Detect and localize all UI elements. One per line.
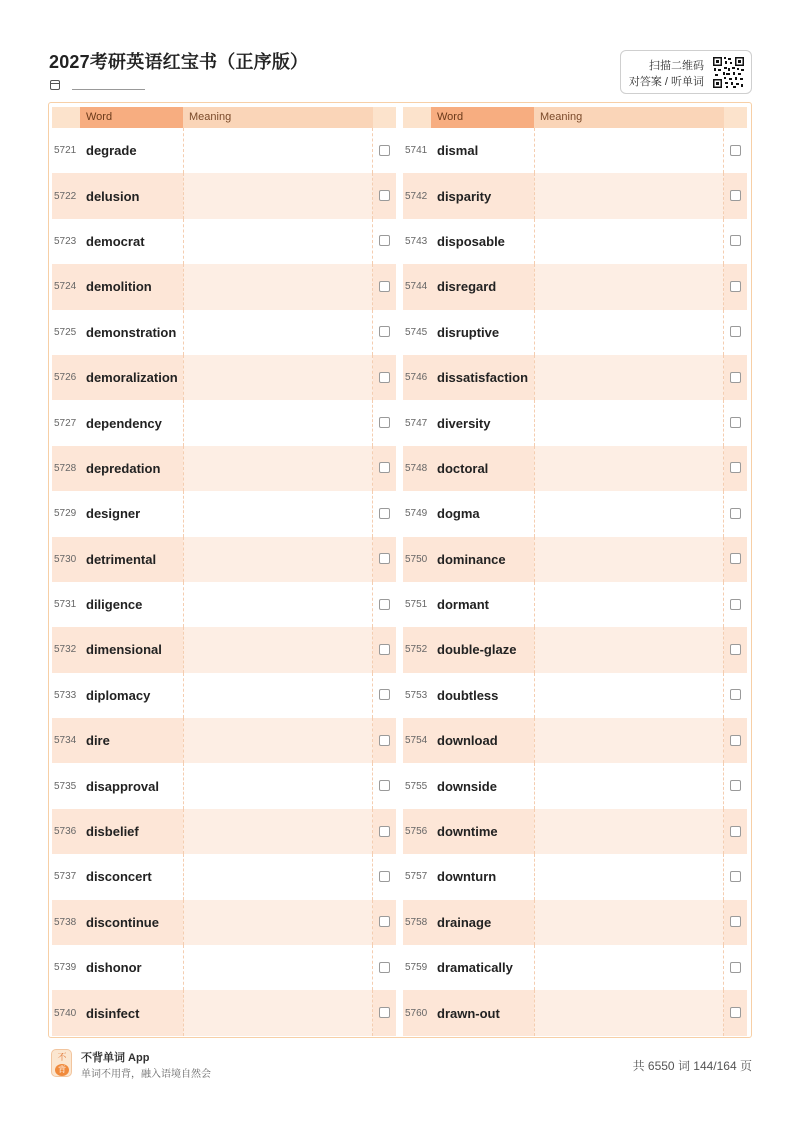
meaning-blank[interactable] bbox=[534, 945, 724, 990]
meaning-blank[interactable] bbox=[534, 582, 724, 627]
word-number: 5752 bbox=[405, 644, 428, 656]
checkbox[interactable] bbox=[730, 735, 741, 746]
meaning-blank[interactable] bbox=[183, 128, 373, 173]
meaning-blank[interactable] bbox=[183, 537, 373, 582]
header-check-cell bbox=[724, 107, 747, 128]
table-row bbox=[403, 537, 747, 582]
word-text: dismal bbox=[437, 143, 479, 159]
app-logo-bottom-char: 背 bbox=[55, 1064, 69, 1076]
checkbox[interactable] bbox=[379, 599, 390, 610]
app-logo bbox=[51, 1049, 72, 1077]
word-text: disconcert bbox=[86, 869, 152, 885]
meaning-blank[interactable] bbox=[534, 627, 724, 672]
meaning-blank[interactable] bbox=[534, 355, 724, 400]
meaning-blank[interactable] bbox=[183, 219, 373, 264]
word-text: demolition bbox=[86, 279, 152, 295]
meaning-blank[interactable] bbox=[534, 673, 724, 718]
meaning-blank[interactable] bbox=[183, 264, 373, 309]
checkbox[interactable] bbox=[730, 372, 741, 383]
checkbox[interactable] bbox=[379, 916, 390, 927]
word-text: disruptive bbox=[437, 324, 500, 340]
header-word: Word bbox=[80, 107, 183, 128]
checkbox[interactable] bbox=[730, 417, 741, 428]
meaning-blank[interactable] bbox=[183, 673, 373, 718]
checkbox[interactable] bbox=[379, 553, 390, 564]
meaning-blank[interactable] bbox=[534, 854, 724, 899]
word-text: disposable bbox=[437, 233, 505, 249]
word-text: dire bbox=[86, 733, 110, 749]
table-row bbox=[52, 400, 396, 445]
table-row bbox=[403, 491, 747, 536]
word-number: 5739 bbox=[54, 962, 77, 974]
table-row bbox=[52, 627, 396, 672]
table-row bbox=[52, 945, 396, 990]
word-number: 5747 bbox=[405, 417, 428, 429]
checkbox[interactable] bbox=[730, 871, 741, 882]
table-row bbox=[52, 173, 396, 218]
table-row bbox=[52, 718, 396, 763]
meaning-blank[interactable] bbox=[183, 627, 373, 672]
checkbox[interactable] bbox=[730, 235, 741, 246]
word-text: discontinue bbox=[86, 914, 159, 930]
table-row bbox=[403, 582, 747, 627]
word-number: 5751 bbox=[405, 599, 428, 611]
header-check-cell bbox=[373, 107, 396, 128]
table-row bbox=[52, 446, 396, 491]
table-row bbox=[403, 854, 747, 899]
app-name: 不背单词 App bbox=[81, 1052, 150, 1064]
vocab-table-left bbox=[52, 107, 396, 1036]
checkbox[interactable] bbox=[379, 871, 390, 882]
word-text: drainage bbox=[437, 914, 492, 930]
word-number: 5727 bbox=[54, 417, 77, 429]
table-row bbox=[52, 310, 396, 355]
word-text: diplomacy bbox=[86, 687, 151, 703]
page-title: 2027考研英语红宝书（正序版） bbox=[49, 52, 309, 72]
checkbox[interactable] bbox=[379, 962, 390, 973]
checkbox[interactable] bbox=[379, 826, 390, 837]
word-text: designer bbox=[86, 506, 141, 522]
checkbox[interactable] bbox=[379, 508, 390, 519]
table-row bbox=[52, 537, 396, 582]
table-row bbox=[52, 128, 396, 173]
word-number: 5736 bbox=[54, 826, 77, 838]
meaning-blank[interactable] bbox=[183, 400, 373, 445]
table-row bbox=[403, 400, 747, 445]
word-text: disapproval bbox=[86, 778, 159, 794]
word-number: 5733 bbox=[54, 689, 77, 701]
header-number-cell bbox=[403, 107, 431, 128]
table-body bbox=[52, 128, 396, 1036]
meaning-blank[interactable] bbox=[534, 537, 724, 582]
word-number: 5749 bbox=[405, 508, 428, 520]
checkbox[interactable] bbox=[730, 281, 741, 292]
word-text: downtime bbox=[437, 824, 498, 840]
word-text: downturn bbox=[437, 869, 497, 885]
checkbox[interactable] bbox=[379, 281, 390, 292]
table-row bbox=[403, 990, 747, 1035]
meaning-blank[interactable] bbox=[183, 582, 373, 627]
word-text: diversity bbox=[437, 415, 491, 431]
checkbox[interactable] bbox=[379, 1007, 390, 1018]
word-number: 5737 bbox=[54, 871, 77, 883]
word-text: dissatisfaction bbox=[437, 370, 529, 386]
meaning-blank[interactable] bbox=[534, 990, 724, 1035]
checkbox[interactable] bbox=[379, 689, 390, 700]
word-text: disbelief bbox=[86, 824, 139, 840]
word-text: dormant bbox=[437, 597, 489, 613]
table-row bbox=[403, 900, 747, 945]
checkbox[interactable] bbox=[730, 599, 741, 610]
meaning-blank[interactable] bbox=[183, 173, 373, 218]
word-number: 5744 bbox=[405, 281, 428, 293]
meaning-blank[interactable] bbox=[534, 310, 724, 355]
meaning-blank[interactable] bbox=[183, 900, 373, 945]
table-row bbox=[403, 128, 747, 173]
qr-caption bbox=[629, 58, 704, 90]
meaning-blank[interactable] bbox=[183, 310, 373, 355]
checkbox[interactable] bbox=[730, 916, 741, 927]
header-meaning: Meaning bbox=[183, 107, 373, 128]
word-number: 5746 bbox=[405, 372, 428, 384]
table-header bbox=[52, 107, 396, 128]
meaning-blank[interactable] bbox=[534, 446, 724, 491]
date-blank-line bbox=[72, 80, 145, 90]
word-text: detrimental bbox=[86, 551, 157, 567]
checkbox[interactable] bbox=[379, 417, 390, 428]
word-number: 5756 bbox=[405, 826, 428, 838]
word-number: 5760 bbox=[405, 1007, 428, 1019]
word-number: 5723 bbox=[54, 235, 77, 247]
word-text: dishonor bbox=[86, 960, 142, 976]
word-text: demoralization bbox=[86, 370, 178, 386]
word-text: demonstration bbox=[86, 324, 177, 340]
table-row bbox=[403, 763, 747, 808]
meaning-blank[interactable] bbox=[183, 446, 373, 491]
word-number: 5725 bbox=[54, 326, 77, 338]
meaning-blank[interactable] bbox=[534, 900, 724, 945]
header-number-cell bbox=[52, 107, 80, 128]
table-row bbox=[403, 446, 747, 491]
word-text: dependency bbox=[86, 415, 162, 431]
word-number: 5721 bbox=[54, 145, 77, 157]
checkbox[interactable] bbox=[379, 372, 390, 383]
word-number: 5742 bbox=[405, 190, 428, 202]
word-number: 5734 bbox=[54, 735, 77, 747]
checkbox[interactable] bbox=[730, 553, 741, 564]
word-text: dominance bbox=[437, 551, 506, 567]
word-number: 5729 bbox=[54, 508, 77, 520]
meaning-blank[interactable] bbox=[183, 945, 373, 990]
checkbox[interactable] bbox=[379, 190, 390, 201]
app-logo-top-char: 不 bbox=[57, 1052, 67, 1062]
meaning-blank[interactable] bbox=[534, 128, 724, 173]
table-body bbox=[403, 128, 747, 1036]
word-text: depredation bbox=[86, 460, 161, 476]
word-number: 5748 bbox=[405, 462, 428, 474]
checkbox[interactable] bbox=[730, 826, 741, 837]
word-text: dogma bbox=[437, 506, 480, 522]
table-row bbox=[403, 673, 747, 718]
checkbox[interactable] bbox=[730, 780, 741, 791]
word-text: download bbox=[437, 733, 498, 749]
word-text: double-glaze bbox=[437, 642, 517, 658]
meaning-blank[interactable] bbox=[183, 809, 373, 854]
word-text: delusion bbox=[86, 188, 140, 204]
table-row bbox=[403, 310, 747, 355]
meaning-blank[interactable] bbox=[534, 809, 724, 854]
meaning-blank[interactable] bbox=[183, 491, 373, 536]
header-word: Word bbox=[431, 107, 534, 128]
table-row bbox=[52, 582, 396, 627]
word-text: diligence bbox=[86, 597, 143, 613]
word-text: disparity bbox=[437, 188, 492, 204]
meaning-blank[interactable] bbox=[534, 173, 724, 218]
meaning-blank[interactable] bbox=[534, 400, 724, 445]
word-number: 5738 bbox=[54, 916, 77, 928]
word-text: doctoral bbox=[437, 460, 489, 476]
word-text: democrat bbox=[86, 233, 145, 249]
qr-caption-line1: 扫描二维码 bbox=[649, 60, 704, 72]
checkbox[interactable] bbox=[730, 462, 741, 473]
checkbox[interactable] bbox=[730, 1007, 741, 1018]
checkbox[interactable] bbox=[730, 190, 741, 201]
word-number: 5732 bbox=[54, 644, 77, 656]
word-number: 5745 bbox=[405, 326, 428, 338]
word-text: dramatically bbox=[437, 960, 513, 976]
table-row bbox=[52, 854, 396, 899]
checkbox[interactable] bbox=[379, 145, 390, 156]
header-meaning: Meaning bbox=[534, 107, 724, 128]
word-number: 5731 bbox=[54, 599, 77, 611]
word-number: 5750 bbox=[405, 553, 428, 565]
word-number: 5759 bbox=[405, 962, 428, 974]
word-number: 5724 bbox=[54, 281, 77, 293]
table-row bbox=[52, 491, 396, 536]
checkbox[interactable] bbox=[730, 962, 741, 973]
meaning-blank[interactable] bbox=[183, 355, 373, 400]
word-text: degrade bbox=[86, 143, 137, 159]
meaning-blank[interactable] bbox=[183, 990, 373, 1035]
checkbox[interactable] bbox=[379, 326, 390, 337]
word-number: 5730 bbox=[54, 553, 77, 565]
meaning-blank[interactable] bbox=[534, 763, 724, 808]
word-text: downside bbox=[437, 778, 497, 794]
table-row bbox=[403, 627, 747, 672]
table-row bbox=[403, 355, 747, 400]
app-tagline: 单词不用背，融入语境自然会 bbox=[81, 1069, 211, 1080]
word-number: 5757 bbox=[405, 871, 428, 883]
checkbox[interactable] bbox=[379, 462, 390, 473]
checkbox[interactable] bbox=[379, 780, 390, 791]
meaning-blank[interactable] bbox=[534, 718, 724, 763]
word-number: 5755 bbox=[405, 780, 428, 792]
word-number: 5726 bbox=[54, 372, 77, 384]
word-number: 5753 bbox=[405, 689, 428, 701]
table-row bbox=[403, 718, 747, 763]
qr-caption-line2: 对答案 / 听单词 bbox=[628, 76, 704, 88]
meaning-blank[interactable] bbox=[183, 854, 373, 899]
table-row bbox=[52, 219, 396, 264]
checkbox[interactable] bbox=[379, 644, 390, 655]
table-row bbox=[52, 355, 396, 400]
calendar-icon bbox=[50, 80, 60, 90]
table-row bbox=[403, 219, 747, 264]
word-text: drawn-out bbox=[437, 1005, 500, 1021]
table-row bbox=[403, 945, 747, 990]
word-number: 5740 bbox=[54, 1007, 77, 1019]
table-row bbox=[52, 763, 396, 808]
word-number: 5758 bbox=[405, 916, 428, 928]
word-text: disinfect bbox=[86, 1005, 140, 1021]
word-number: 5754 bbox=[405, 735, 428, 747]
meaning-blank[interactable] bbox=[183, 718, 373, 763]
meaning-blank[interactable] bbox=[534, 264, 724, 309]
word-number: 5741 bbox=[405, 145, 428, 157]
page-info: 共 6550 词 144/164 页 bbox=[632, 1059, 752, 1073]
word-text: disregard bbox=[437, 279, 497, 295]
table-row bbox=[52, 990, 396, 1035]
vocab-table-right bbox=[403, 107, 747, 1036]
table-row bbox=[52, 900, 396, 945]
qr-box[interactable] bbox=[620, 50, 752, 94]
checkbox[interactable] bbox=[730, 326, 741, 337]
table-row bbox=[403, 173, 747, 218]
table-row bbox=[52, 673, 396, 718]
table-row bbox=[403, 264, 747, 309]
word-number: 5735 bbox=[54, 780, 77, 792]
checkbox[interactable] bbox=[730, 644, 741, 655]
meaning-blank[interactable] bbox=[183, 763, 373, 808]
table-row bbox=[403, 809, 747, 854]
word-number: 5743 bbox=[405, 235, 428, 247]
checkbox[interactable] bbox=[730, 508, 741, 519]
word-number: 5722 bbox=[54, 190, 77, 202]
date-row bbox=[50, 80, 145, 90]
word-number: 5728 bbox=[54, 462, 77, 474]
checkbox[interactable] bbox=[379, 235, 390, 246]
checkbox[interactable] bbox=[379, 735, 390, 746]
meaning-blank[interactable] bbox=[534, 219, 724, 264]
table-row bbox=[52, 809, 396, 854]
checkbox[interactable] bbox=[730, 145, 741, 156]
meaning-blank[interactable] bbox=[534, 491, 724, 536]
table-header bbox=[403, 107, 747, 128]
checkbox[interactable] bbox=[730, 689, 741, 700]
table-row bbox=[52, 264, 396, 309]
qr-code-icon[interactable] bbox=[712, 56, 745, 89]
word-text: dimensional bbox=[86, 642, 162, 658]
word-text: doubtless bbox=[437, 687, 499, 703]
